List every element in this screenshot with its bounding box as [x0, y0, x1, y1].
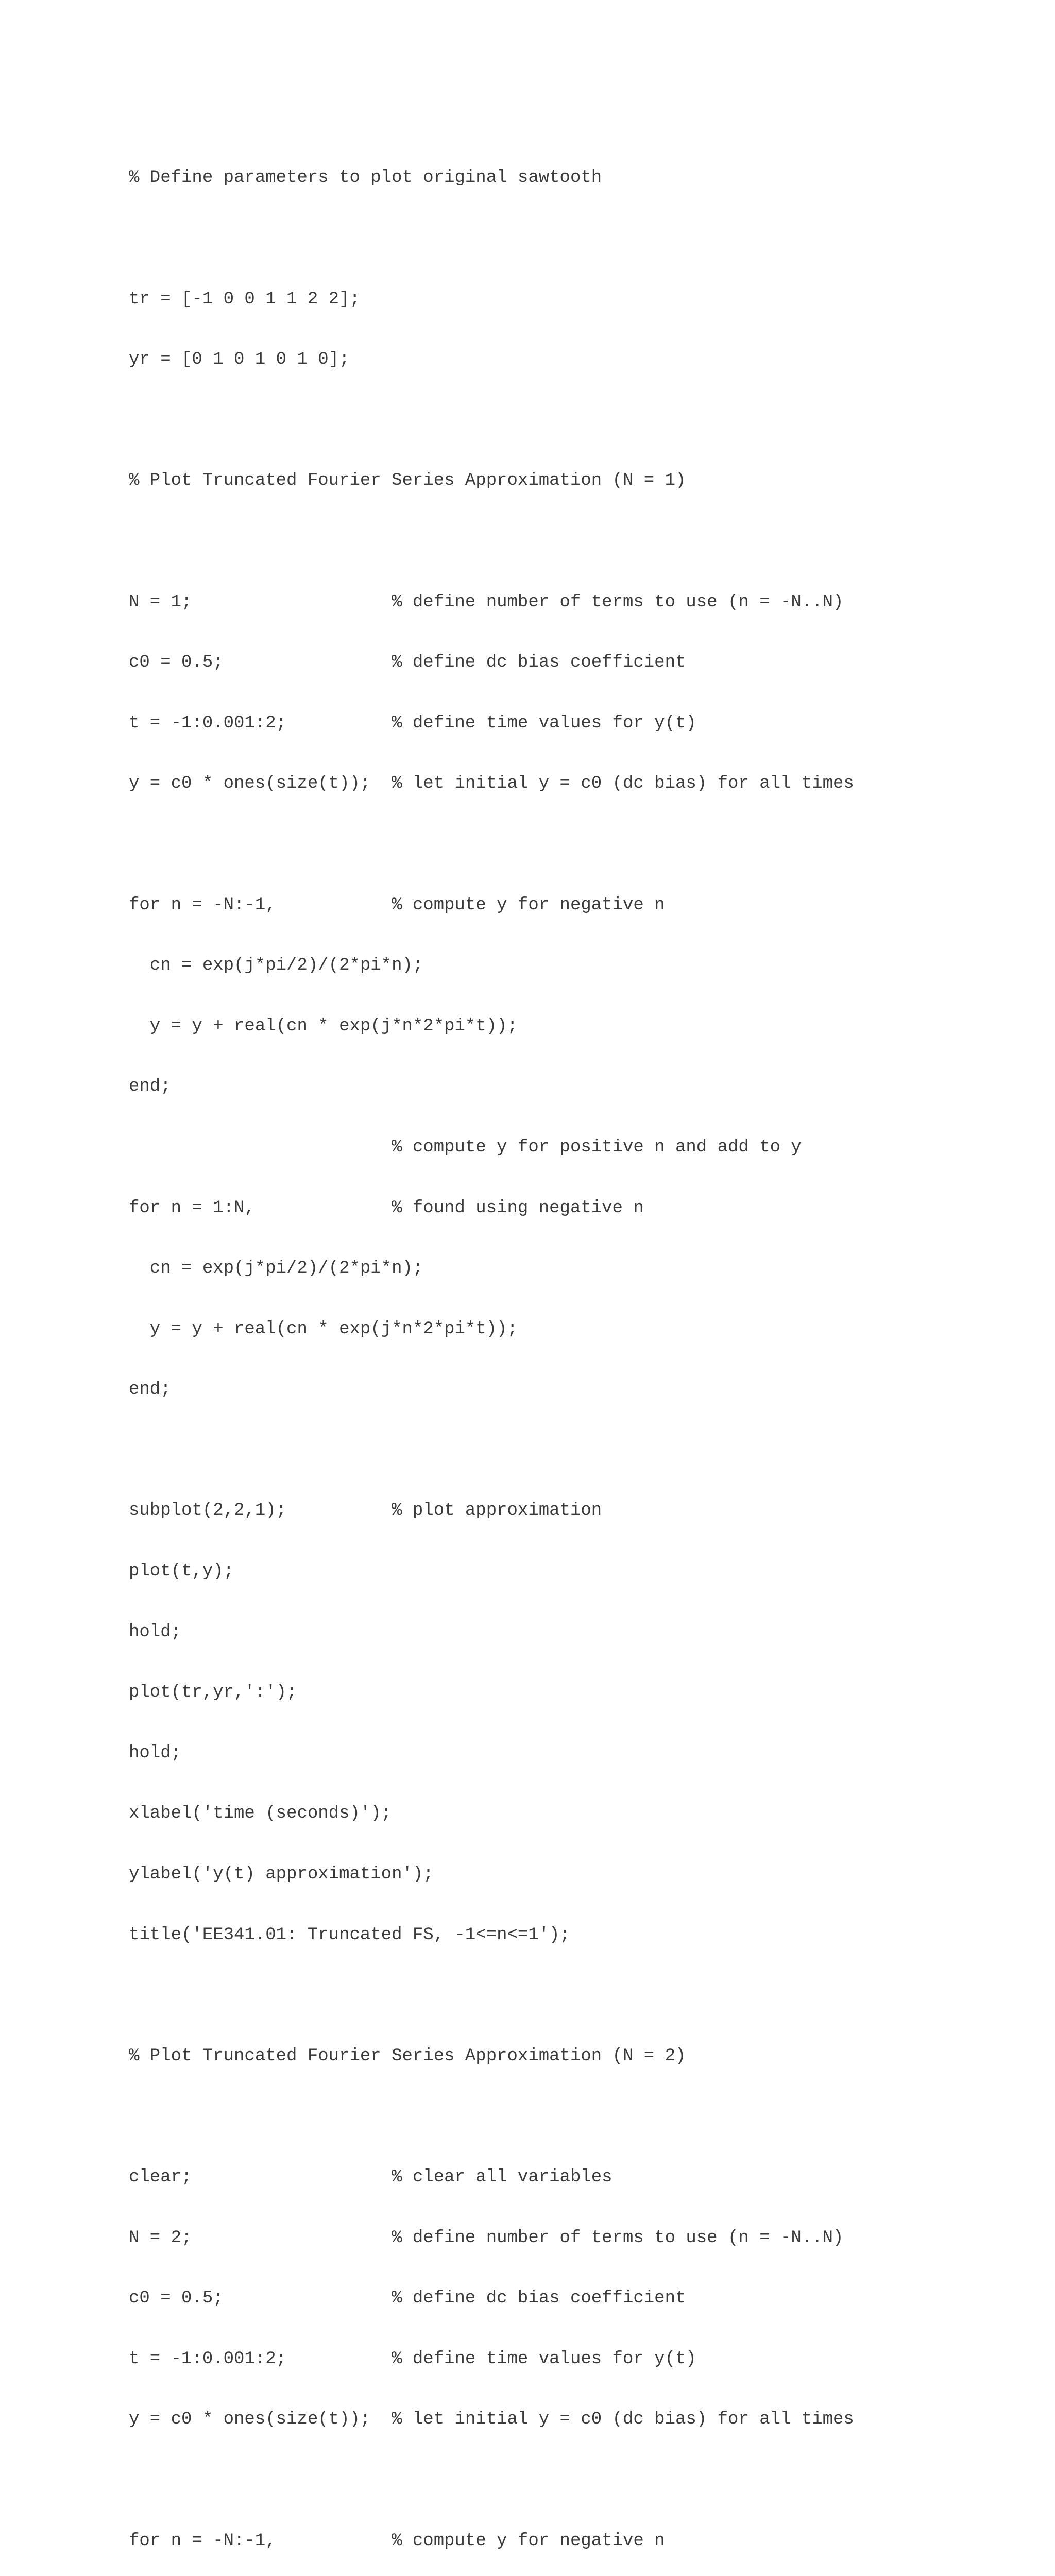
code-line: subplot(2,2,1); % plot approximation: [129, 1501, 602, 1521]
code-line: [129, 229, 854, 249]
code-line: % Plot Truncated Fourier Series Approximation (N = 2): [129, 2046, 686, 2066]
code-line: c0 = 0.5; % define dc bias coefficient: [129, 653, 686, 673]
code-line: tr = [-1 0 0 1 1 2 2];: [129, 289, 360, 309]
code-line: y = c0 * ones(size(t)); % let initial y = c0 (dc bias) for all times: [129, 2410, 854, 2430]
code-line: cn = exp(j*pi/2)/(2*pi*n);: [129, 956, 423, 976]
code-line: N = 2; % define number of terms to use (n = -N..N): [129, 2228, 844, 2248]
code-line: % compute y for positive n and add to y: [129, 1137, 802, 1157]
code-line: c0 = 0.5; % define dc bias coefficient: [129, 2289, 686, 2309]
code-line: [129, 1440, 854, 1461]
code-line: t = -1:0.001:2; % define time values for y(t): [129, 2349, 696, 2369]
code-line: end;: [129, 1077, 171, 1097]
code-line: hold;: [129, 1743, 182, 1763]
code-line: t = -1:0.001:2; % define time values for y(t): [129, 713, 696, 733]
code-line: end;: [129, 1380, 171, 1400]
code-line: [129, 835, 854, 855]
code-line: for n = -N:-1, % compute y for negative n: [129, 2531, 665, 2551]
code-line: for n = -N:-1, % compute y for negative n: [129, 895, 665, 915]
code-line: xlabel('time (seconds)');: [129, 1804, 392, 1824]
code-listing: [129, 128, 854, 2576]
code-line: y = y + real(cn * exp(j*n*2*pi*t));: [129, 1016, 518, 1036]
code-line: ylabel('y(t) approximation');: [129, 1865, 434, 1885]
code-line: [129, 1986, 854, 2006]
code-line: hold;: [129, 1622, 182, 1642]
code-line: [129, 2107, 854, 2127]
code-line: plot(t,y);: [129, 1562, 234, 1582]
code-line: [129, 411, 854, 431]
code-line: clear; % clear all variables: [129, 2167, 612, 2187]
code-line: yr = [0 1 0 1 0 1 0];: [129, 350, 350, 370]
code-line: y = c0 * ones(size(t)); % let initial y = c0 (dc bias) for all times: [129, 774, 854, 794]
code-line: y = y + real(cn * exp(j*n*2*pi*t));: [129, 1319, 518, 1339]
code-line: cn = exp(j*pi/2)/(2*pi*n);: [129, 1259, 423, 1279]
code-line: % Define parameters to plot original sawtooth: [129, 168, 602, 188]
code-line: for n = 1:N, % found using negative n: [129, 1198, 644, 1218]
code-line: N = 1; % define number of terms to use (n = -N..N): [129, 592, 844, 612]
code-line: [129, 532, 854, 552]
code-line: [129, 2470, 854, 2490]
code-line: plot(tr,yr,':');: [129, 1683, 297, 1703]
code-line: title('EE341.01: Truncated FS, -1<=n<=1');: [129, 1925, 570, 1945]
code-line: % Plot Truncated Fourier Series Approximation (N = 1): [129, 471, 686, 491]
